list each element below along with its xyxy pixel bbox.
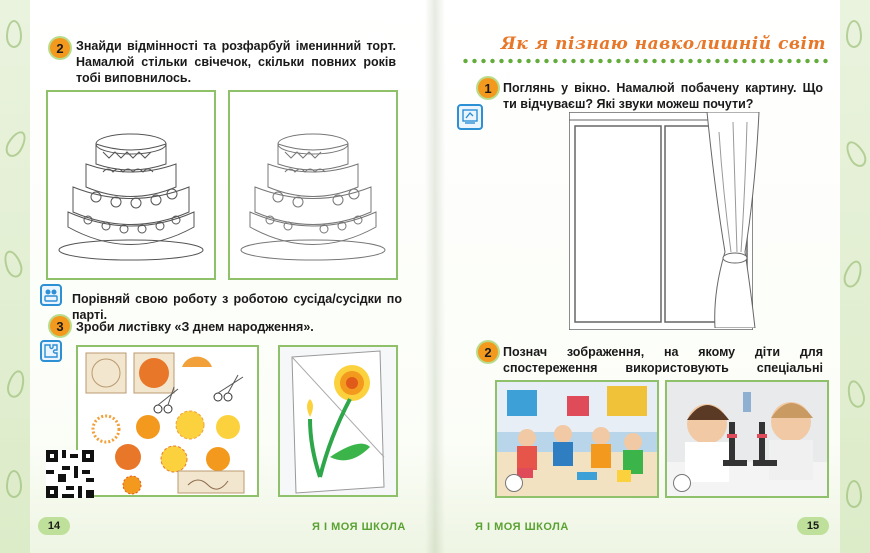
task-2-right-text: Познач зображення, на якому діти для спостереження використовують спеціальні (503, 345, 823, 375)
book-gutter (425, 0, 445, 553)
right-page (435, 0, 870, 553)
pair-work-text: Порівняй свою роботу з роботою сусіда/сусідки по парті. (72, 292, 402, 322)
cake-drawing-right[interactable] (228, 90, 398, 280)
task-1-text: Поглянь у вікно. Намалюй побачену картину. Що ти відчуваєш? Які звуки можеш почути? (503, 81, 823, 111)
footer-title-left: Я І МОЯ ШКОЛА (312, 521, 406, 533)
left-decor-strip (0, 0, 30, 553)
pair-work-icon (40, 284, 62, 306)
footer-title-right: Я І МОЯ ШКОЛА (475, 521, 569, 533)
task-3-text: Зроби листівку «З днем народження». (76, 320, 314, 334)
cake-drawing-left[interactable] (46, 90, 216, 280)
puzzle-icon (40, 340, 62, 362)
task-number-badge: 3 (50, 316, 70, 336)
birthday-card-image (278, 345, 398, 497)
page-number-left: 14 (38, 517, 70, 535)
task-number-badge: 1 (478, 78, 498, 98)
cake-outline-left (48, 92, 214, 278)
answer-checkbox-1[interactable] (505, 474, 523, 492)
task-number-badge: 2 (50, 38, 70, 58)
task-number-badge: 2 (478, 342, 498, 362)
answer-checkbox-2[interactable] (673, 474, 691, 492)
task-2-text: Знайди відмінності та розфарбуй іменинний торт. Намалюй стільки свічечок, скільки повних років тобі виповнилось. (76, 39, 396, 85)
curtain-drawing (705, 112, 761, 328)
section-title: Як я пізнаю навколишній світ (500, 34, 826, 54)
dotted-divider (461, 58, 831, 64)
sunflower-icon (334, 365, 370, 401)
qr-code-icon[interactable] (46, 450, 94, 498)
cake-outline-right (230, 92, 396, 278)
scissors-icon (214, 375, 243, 401)
craft-steps-image (76, 345, 259, 497)
draw-icon (457, 104, 483, 130)
page-number-right: 15 (797, 517, 829, 535)
right-decor-strip (840, 0, 870, 553)
